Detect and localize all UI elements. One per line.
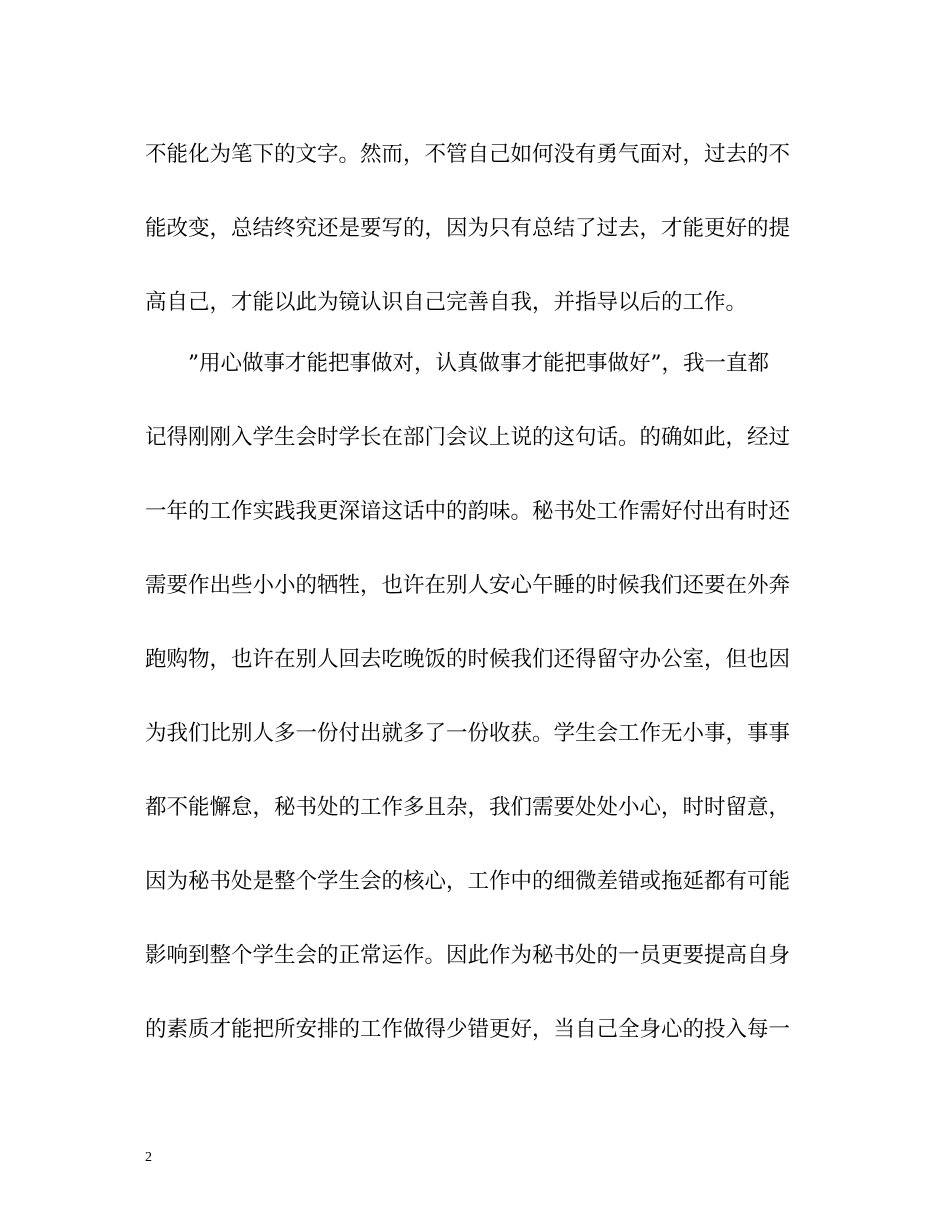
- body-text-line: 的素质才能把所安排的工作做得少错更好，当自己全身心的投入每一: [145, 1017, 791, 1042]
- body-text-line: 跑购物，也许在别人回去吃晚饭的时候我们还得留守办公室，但也因: [145, 647, 791, 672]
- body-text-line: 需要作出些小小的牺牲，也许在别人安心午睡的时候我们还要在外奔: [145, 573, 791, 598]
- body-text-line: 影响到整个学生会的正常运作。因此作为秘书处的一员更要提高自身: [145, 943, 791, 968]
- body-text-line: 记得刚刚入学生会时学长在部门会议上说的这句话。的确如此，经过: [145, 425, 791, 450]
- body-text-line: 高自己，才能以此为镜认识自己完善自我，并指导以后的工作。: [145, 290, 748, 315]
- body-text-line: 能改变，总结终究还是要写的，因为只有总结了过去，才能更好的提: [145, 216, 791, 241]
- body-text-line: 都不能懈怠，秘书处的工作多且杂，我们需要处处小心，时时留意，: [145, 795, 791, 820]
- body-text-line: 一年的工作实践我更深谙这话中的韵味。秘书处工作需好付出有时还: [145, 499, 791, 524]
- body-text-line: 不能化为笔下的文字。然而，不管自己如何没有勇气面对，过去的不: [145, 142, 791, 167]
- body-text-line: 因为秘书处是整个学生会的核心，工作中的细微差错或拖延都有可能: [145, 869, 791, 894]
- body-text-line: 为我们比别人多一份付出就多了一份收获。学生会工作无小事，事事: [145, 721, 791, 746]
- paragraph-first-line: ”用心做事才能把事做对，认真做事才能把事做好”，我一直都: [145, 351, 769, 376]
- page-number: 2: [145, 1150, 152, 1165]
